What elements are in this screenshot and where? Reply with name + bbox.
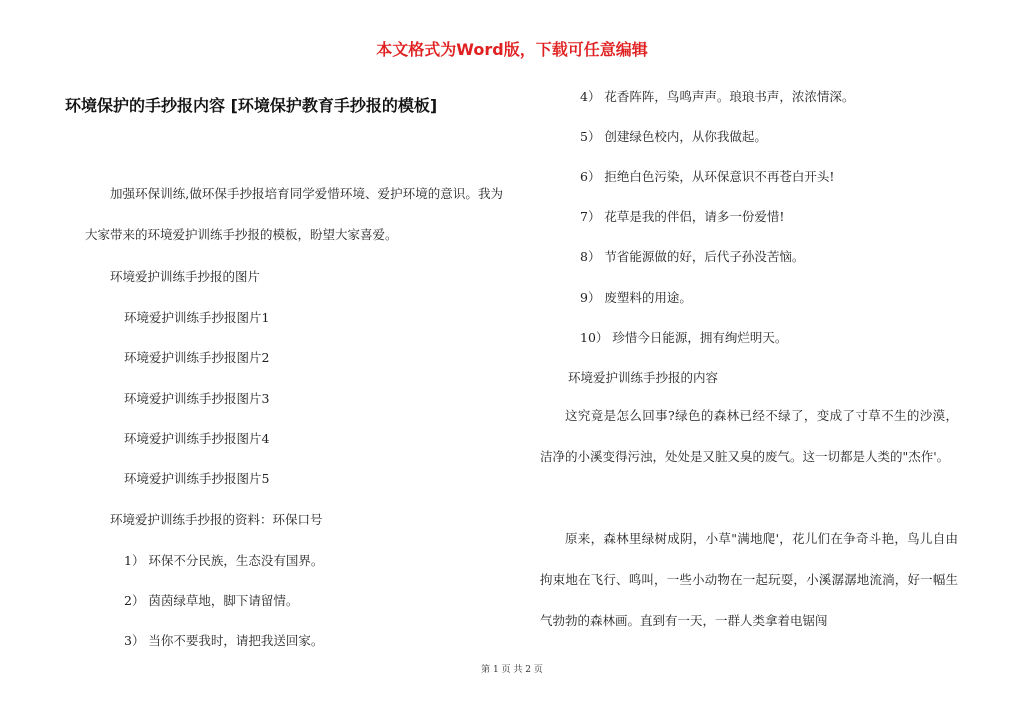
pic-item-3: 环境爱护训练手抄报图片3 [124,391,270,406]
slogan-3: 3） 当你不要我时，请把我送回家。 [124,633,324,648]
slogan-7: 7） 花草是我的伴侣，请多一份爱惜! [580,209,785,224]
pics-heading: 环境爱护训练手抄报的图片 [110,269,261,284]
intro-paragraph: 加强环保训练,做环保手抄报培育同学爱惜环境、爱护环境的意识。我为大家带来的环境爱护训练手抄报的模板，盼望大家喜爱。 [85,186,503,242]
slogan-2: 2） 茵茵绿草地，脚下请留情。 [124,593,299,608]
content-paragraph-1: 这究竟是怎么回事?绿色的森林已经不绿了，变成了寸草不生的沙漠，洁净的小溪变得污浊，处处是又脏又臭的废气。这一切都是人类的"杰作'。 [540,408,958,464]
content-paragraph-2: 原来，森林里绿树成阴，小草"满地爬'，花儿们在争奇斗艳，鸟儿自由拘束地在飞行、鸣叫，一些小动物在一起玩耍，小溪潺潺地流淌，好一幅生气勃勃的森林画。直到有一天，一群人类拿着电锯闯 [540,531,958,628]
content-heading: 环境爱护训练手抄报的内容 [568,370,719,385]
slogan-1: 1） 环保不分民族，生态没有国界。 [124,553,324,568]
download-banner: 本文格式为Word版，下载可任意编辑 [376,40,648,59]
slogan-9: 9） 废塑料的用途。 [580,290,692,305]
pic-item-2: 环境爱护训练手抄报图片2 [124,350,270,365]
pic-item-4: 环境爱护训练手抄报图片4 [124,431,270,446]
page-footer: 第 1 页 共 2 页 [481,665,543,675]
pic-item-1: 环境爱护训练手抄报图片1 [124,310,270,325]
pic-item-5: 环境爱护训练手抄报图片5 [124,471,270,486]
document-title: 环境保护的手抄报内容 [环境保护教育手抄报的模板] [65,96,438,115]
slogan-6: 6） 拒绝白色污染，从环保意识不再苍白开头! [580,169,835,184]
slogans-heading: 环境爱护训练手抄报的资料：环保口号 [110,512,323,527]
slogan-5: 5） 创建绿色校内，从你我做起。 [580,129,767,144]
slogan-10: 10） 珍惜今日能源，拥有绚烂明天。 [580,330,788,345]
slogan-4: 4） 花香阵阵，鸟鸣声声。琅琅书声，浓浓情深。 [580,89,855,104]
slogan-8: 8） 节省能源做的好，后代子孙没苦恼。 [580,249,805,264]
